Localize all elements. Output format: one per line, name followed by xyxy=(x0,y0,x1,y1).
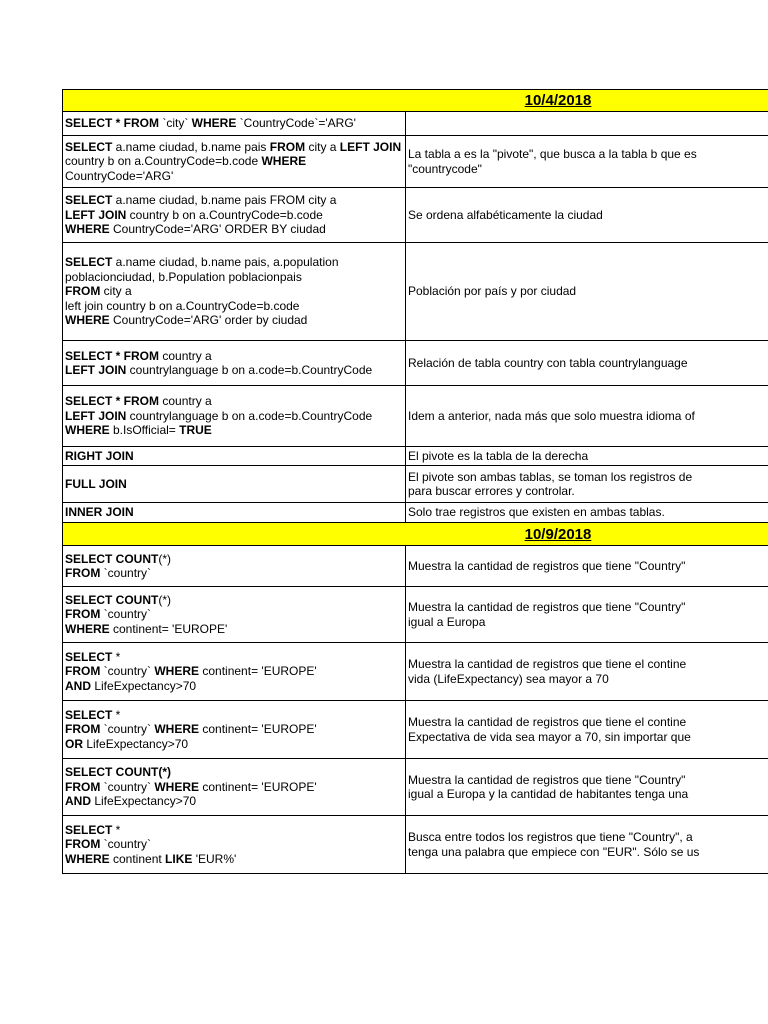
sql-keyword: FROM xyxy=(65,779,104,794)
sql-text: (*) xyxy=(158,551,172,566)
sql-keyword: LEFT JOIN xyxy=(65,363,130,377)
description-cell[interactable] xyxy=(406,759,768,815)
query-cell[interactable] xyxy=(62,243,406,340)
table-row xyxy=(62,643,768,701)
query-cell[interactable] xyxy=(62,341,406,385)
description-text: Relación de tabla country con tabla countrylanguage xyxy=(408,355,688,370)
sql-keyword: FROM xyxy=(65,837,104,852)
query-cell[interactable] xyxy=(62,466,406,502)
sql-text: countrylanguage b on a.code=b.CountryCode xyxy=(129,363,373,377)
table-row xyxy=(62,759,768,816)
query-line xyxy=(65,222,336,237)
table-row xyxy=(62,188,768,243)
description-cell[interactable] xyxy=(406,701,768,758)
sql-text: poblacionciudad, b.Population poblacionpais xyxy=(65,269,302,284)
query-line xyxy=(65,552,171,567)
sql-keyword: WHERE xyxy=(154,779,203,794)
sql-keyword: SELECT xyxy=(65,822,116,837)
table-row xyxy=(62,701,768,759)
sql-keyword: FROM xyxy=(269,139,309,154)
sql-text: countrylanguage b on a.code=b.CountryCode xyxy=(129,408,373,423)
sql-text: city a xyxy=(308,139,340,154)
description-text: Muestra la cantidad de registros que tiene "Country" igual a Europa y la cantidad de habitantes tenga una xyxy=(408,772,689,801)
query-line xyxy=(65,477,127,492)
query-line xyxy=(65,140,401,155)
sql-text: CountryCode='ARG' xyxy=(65,168,174,183)
query-line xyxy=(65,566,171,581)
description-text: El pivote es la tabla de la derecha xyxy=(408,448,589,463)
description-cell[interactable] xyxy=(406,503,768,522)
date-header: 10/4/2018 xyxy=(524,92,592,109)
description-cell[interactable] xyxy=(406,386,768,446)
query-line xyxy=(65,116,356,131)
sql-keyword: INNER JOIN xyxy=(65,505,134,520)
sql-keyword: FULL JOIN xyxy=(65,476,127,491)
query-line xyxy=(65,664,317,679)
query-line xyxy=(65,650,317,665)
sql-text: country a xyxy=(162,394,212,409)
sql-text: * xyxy=(115,649,121,664)
query-cell[interactable] xyxy=(62,503,406,522)
sql-text: continent= 'EUROPE' xyxy=(113,621,228,636)
table-row xyxy=(62,112,768,136)
sql-keyword: SELECT xyxy=(65,649,116,664)
query-line xyxy=(65,780,317,795)
query-line xyxy=(65,737,317,752)
sql-text: `country` xyxy=(103,837,152,852)
sql-keyword: SELECT COUNT xyxy=(65,592,159,607)
sql-text: 'EUR%' xyxy=(195,851,237,866)
query-cell[interactable] xyxy=(62,643,406,700)
table-row xyxy=(62,243,768,341)
description-text: Muestra la cantidad de registros que tiene el contine Expectativa de vida sea mayor a 70, sin importar que xyxy=(408,715,691,744)
query-cell[interactable] xyxy=(62,546,406,586)
query-line xyxy=(65,363,372,378)
table-row xyxy=(62,447,768,466)
table-row xyxy=(62,546,768,587)
description-cell[interactable] xyxy=(406,466,768,502)
sql-text: a.name ciudad, b.name pais, a.population xyxy=(115,255,339,270)
sql-keyword: SELECT * FROM xyxy=(65,116,163,131)
sql-text: left join country b on a.CountryCode=b.code xyxy=(65,298,300,313)
sql-text: `country` xyxy=(103,566,152,580)
description-text: Solo trae registros que existen en ambas tablas. xyxy=(408,505,665,520)
sql-keyword: WHERE xyxy=(154,722,203,737)
description-text: El pivote son ambas tablas, se toman los registros de para buscar errores y controlar. xyxy=(408,469,693,498)
query-line xyxy=(65,607,227,622)
sql-keyword: SELECT COUNT(*) xyxy=(65,765,171,780)
query-line xyxy=(65,313,339,328)
sql-keyword: SELECT xyxy=(65,139,116,154)
sql-text: LifeExpectancy>70 xyxy=(94,678,197,693)
description-cell[interactable] xyxy=(406,587,768,642)
date-header-row xyxy=(62,89,768,112)
sql-keyword: WHERE xyxy=(154,664,203,679)
sql-keyword: LIKE xyxy=(165,851,196,866)
sql-text: `city` xyxy=(162,116,192,131)
query-line xyxy=(65,208,336,223)
query-line xyxy=(65,423,372,438)
query-line xyxy=(65,794,317,809)
description-cell[interactable] xyxy=(406,341,768,385)
table-row xyxy=(62,386,768,447)
sql-text: a.name ciudad, b.name pais FROM city a xyxy=(115,193,337,208)
table-row xyxy=(62,341,768,386)
query-line xyxy=(65,255,339,270)
query-cell[interactable] xyxy=(62,136,406,187)
sql-text: country b on a.CountryCode=b.code xyxy=(129,207,323,222)
query-line xyxy=(65,765,317,780)
sql-keyword: FROM xyxy=(65,284,104,299)
sql-keyword: FROM xyxy=(65,722,104,737)
query-cell[interactable] xyxy=(62,587,406,642)
sql-text: country a xyxy=(162,348,212,363)
query-line xyxy=(65,349,372,364)
sql-keyword: WHERE xyxy=(191,116,240,131)
sql-keyword: LEFT JOIN xyxy=(65,207,130,222)
sql-keyword: OR xyxy=(65,736,87,751)
sql-keyword: LEFT JOIN xyxy=(65,408,130,423)
query-line xyxy=(65,299,339,314)
date-header: 10/9/2018 xyxy=(524,525,592,543)
query-line xyxy=(65,505,134,520)
sql-keyword: WHERE xyxy=(65,313,113,328)
sql-keyword: FROM xyxy=(65,664,104,679)
date-header-row xyxy=(62,523,768,546)
sql-text: b.IsOfficial= xyxy=(113,423,180,438)
sql-text: continent= 'EUROPE' xyxy=(202,722,317,737)
sql-text: continent= 'EUROPE' xyxy=(202,664,317,679)
description-cell[interactable] xyxy=(406,112,768,135)
table-row xyxy=(62,136,768,188)
description-text: La tabla a es la "pivote", que busca a la tabla b que es "countrycode" xyxy=(408,147,697,176)
sql-text: `country` xyxy=(103,779,155,794)
description-cell[interactable] xyxy=(406,243,768,340)
sql-text: `country` xyxy=(103,722,155,737)
table-row xyxy=(62,503,768,523)
query-line xyxy=(65,622,227,637)
query-cell[interactable] xyxy=(62,759,406,815)
sql-keyword: WHERE xyxy=(261,154,307,169)
query-line xyxy=(65,270,339,285)
description-cell[interactable] xyxy=(406,136,768,187)
sql-keyword: SELECT xyxy=(65,707,116,722)
sql-keyword: SELECT COUNT xyxy=(65,551,159,566)
sql-keyword: RIGHT JOIN xyxy=(65,448,134,463)
sql-keyword: SELECT * FROM xyxy=(65,348,163,363)
sql-text: `country` xyxy=(103,607,152,622)
sql-text: CountryCode='ARG' order by ciudad xyxy=(113,313,308,328)
sql-keyword: TRUE xyxy=(179,423,212,438)
sql-keyword: AND xyxy=(65,678,95,693)
sql-text: city a xyxy=(103,284,132,299)
sql-keyword: SELECT * FROM xyxy=(65,394,163,409)
description-text: Idem a anterior, nada más que solo muestra idioma of xyxy=(408,408,695,423)
query-line xyxy=(65,593,227,608)
sql-text: LifeExpectancy>70 xyxy=(94,794,197,809)
query-cell[interactable] xyxy=(62,188,406,242)
description-text: Busca entre todos los registros que tiene "Country", a tenga una palabra que empiece con "EUR". Sólo se us xyxy=(408,830,700,859)
query-line xyxy=(65,449,134,464)
table-row xyxy=(62,816,768,874)
sql-keyword: AND xyxy=(65,794,95,809)
description-text: Muestra la cantidad de registros que tiene "Country" xyxy=(408,558,686,573)
sql-text: * xyxy=(115,707,121,722)
sql-text: `country` xyxy=(103,664,155,679)
query-line xyxy=(65,154,401,169)
sql-keyword: FROM xyxy=(65,566,104,580)
query-line xyxy=(65,284,339,299)
query-cell[interactable] xyxy=(62,112,406,135)
description-text: Población por país y por ciudad xyxy=(408,284,577,299)
sql-keyword: FROM xyxy=(65,607,104,622)
query-line xyxy=(65,823,236,838)
sql-text: * xyxy=(115,822,121,837)
description-cell[interactable] xyxy=(406,546,768,586)
sql-keyword: WHERE xyxy=(65,621,113,636)
query-line xyxy=(65,193,336,208)
table-row xyxy=(62,466,768,503)
query-line xyxy=(65,708,317,723)
sql-text: continent= 'EUROPE' xyxy=(202,779,317,794)
sql-text: (*) xyxy=(158,592,172,607)
query-line xyxy=(65,679,317,694)
query-line xyxy=(65,837,236,852)
sql-text: CountryCode='ARG' ORDER BY ciudad xyxy=(113,222,326,237)
description-cell[interactable] xyxy=(406,643,768,700)
sql-text: a.name ciudad, b.name pais xyxy=(115,139,270,154)
sql-keyword: WHERE xyxy=(65,423,113,438)
query-line xyxy=(65,394,372,409)
sql-keyword: WHERE xyxy=(65,851,113,866)
sql-keyword: SELECT xyxy=(65,255,116,270)
query-cell[interactable] xyxy=(62,447,406,465)
query-cell[interactable] xyxy=(62,386,406,446)
sql-text: continent xyxy=(113,851,166,866)
description-cell[interactable] xyxy=(406,447,768,465)
query-line xyxy=(65,722,317,737)
description-text: Muestra la cantidad de registros que tiene el contine vida (LifeExpectancy) sea mayor a 70 xyxy=(408,657,687,686)
sql-keyword: SELECT xyxy=(65,193,116,208)
spreadsheet-table xyxy=(62,89,768,874)
description-text: Muestra la cantidad de registros que tiene "Country" igual a Europa xyxy=(408,600,686,629)
query-line xyxy=(65,169,401,184)
sql-text: LifeExpectancy>70 xyxy=(86,736,189,751)
sql-text: `CountryCode`='ARG' xyxy=(239,116,356,131)
sql-keyword: LEFT JOIN xyxy=(339,139,402,154)
table-row xyxy=(62,587,768,643)
query-line xyxy=(65,409,372,424)
description-text: Se ordena alfabéticamente la ciudad xyxy=(408,207,603,222)
description-cell[interactable] xyxy=(406,188,768,242)
sql-keyword: WHERE xyxy=(65,222,113,237)
query-cell[interactable] xyxy=(62,816,406,873)
query-line xyxy=(65,852,236,867)
query-cell[interactable] xyxy=(62,701,406,758)
description-cell[interactable] xyxy=(406,816,768,873)
sql-text: country b on a.CountryCode=b.code xyxy=(65,154,262,169)
